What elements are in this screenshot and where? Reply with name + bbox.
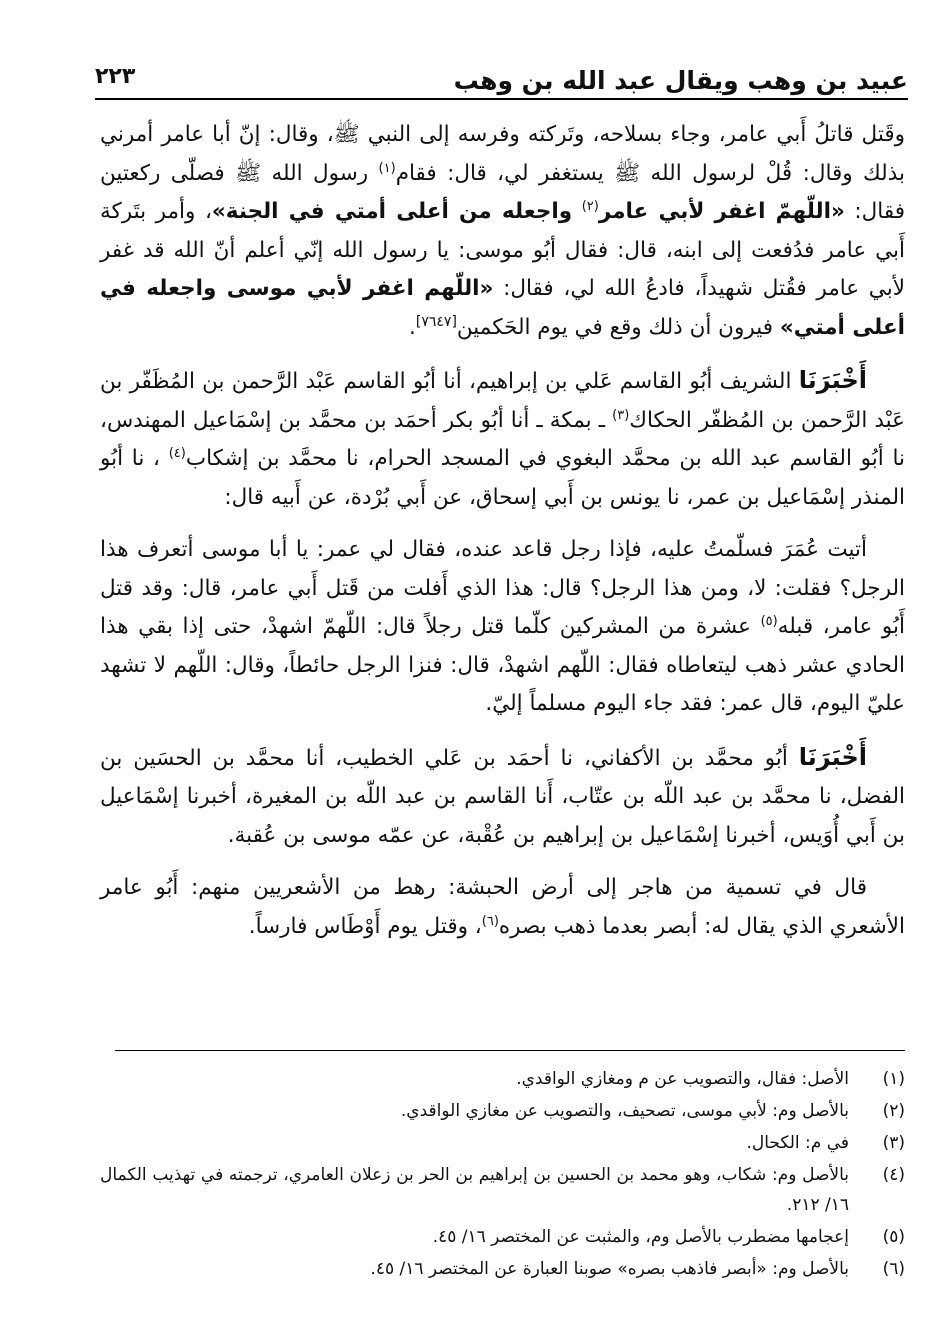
footnote-number: (٦) <box>882 1259 905 1279</box>
footnote-marker: (١) <box>378 160 396 176</box>
text-run: ، وقتل يوم أَوْطَاس فارساً. <box>248 913 482 939</box>
footnote-item <box>100 1254 905 1284</box>
text-run: وقَتل قاتلُ أَبي عامر، وجاء بسلاحه، وتَركته وفرسه إلى النبي ﷺ، وقال: إنّ أبا عامر أمرني بذلك وقال: قُلْ لرسول الله ﷺ يستغفر لي، قال: فقام <box>100 122 905 186</box>
footnote-item <box>100 1222 905 1252</box>
text-run: ، نا أبُو المنذر إسْمَاعيل بن عمر، نا يونس بن أَبي إسحاق، عن أَبي بُرْدة، عن أَبيه قال: <box>100 446 905 510</box>
text-run: . <box>409 314 416 340</box>
footnotes <box>100 1064 905 1286</box>
quoted-prayer: واجعله من أعلى أمتي في الجنة» <box>211 199 573 224</box>
footnote-marker: (٢) <box>581 198 599 214</box>
isnad-lead: أَخْبَرَنَا <box>798 742 867 771</box>
footnote-marker: (٦) <box>481 913 499 929</box>
footnote-text: الأصل: فقال، والتصويب عن م ومغازي الواقدي. <box>516 1069 849 1089</box>
text-run: رسول الله ﷺ فصلّى ركعتين فقال: <box>100 160 905 224</box>
footnote-marker: (٣) <box>612 407 630 423</box>
main-text <box>100 116 905 960</box>
footnote-text: بالأصل وم: لأبي موسى، تصحيف، والتصويب عن مغازي الواقدي. <box>400 1101 849 1121</box>
hadith-number: [٧٦٤٧] <box>415 313 457 330</box>
paragraph-5 <box>100 869 905 946</box>
footnote-item <box>100 1128 905 1158</box>
footnote-text: إعجامها مضطرب بالأصل وم، والمثبت عن المختصر ١٦/ ٤٥. <box>432 1227 849 1247</box>
page-header <box>95 58 908 100</box>
text-run: عشرة من المشركين كلّما قتل رجلاً قال: اللّهمّ اشهدْ، حتى إذا بقي هذا الحادي عشر ذهب ليتعاطاه فقال: اللّهم اشهدْ، قال: فنزا الرجل حائطاً، وقال: اللّهم لا تشهد عليّ اليوم، قال عمر: فقد جاء اليوم مسلماً إليّ. <box>100 614 905 716</box>
footnote-number: (٥) <box>882 1227 905 1247</box>
quoted-prayer: «اللّهم اغفر لأبي موسى واجعله في أعلى أمتي» <box>100 276 905 340</box>
footnote-number: (١) <box>882 1069 905 1089</box>
paragraph-2 <box>100 361 905 517</box>
footnote-item <box>100 1160 905 1220</box>
isnad-lead: أَخْبَرَنَا <box>798 366 867 394</box>
footnote-number: (٤) <box>882 1165 905 1185</box>
footnote-text: بالأصل وم: شكاب، وهو محمد بن الحسين بن إبراهيم بن الحر بن زعلان العامري، ترجمته في تهذيب الكمال ١٦/ ٢١٢. <box>100 1165 849 1215</box>
running-title: عبيد بن وهب ويقال عبد الله بن وهب <box>453 66 908 95</box>
footnote-text: في م: الكحال. <box>746 1133 849 1153</box>
footnote-marker: (٥) <box>760 613 778 629</box>
footnote-item <box>100 1096 905 1126</box>
footnote-item <box>100 1064 905 1094</box>
page-number: ٢٢٣ <box>95 64 136 89</box>
text-run: أتيت عُمَرَ فسلّمتُ عليه، فإذا رجل قاعد عنده، فقال لي عمر: يا أبا موسى أتعرف هذا الرجل؟ فقلت: لا، ومن هذا الرجل؟ قال: هذا الذي أَفلت من قَتل أَبي عامر، قال: وقد قتل أَبُو عامر، قبله <box>100 537 905 639</box>
footnote-number: (٢) <box>882 1101 905 1121</box>
text-run: أبُو محمَّد بن الأكفاني، نا أحمَد بن عَلي الخطيب، أنا محمَّد بن الحسَين بن الفضل، نا محمَّد بن عبد اللّه بن عتّاب، أَنا القاسم بن عبد اللّه بن المغيرة، أخبرنا إسْمَاعيل بن أَبي أُوَيس، أخبرنا إسْمَاعيل بن إبراهيم بن عُقْبة، عن عمّه موسى بن عُقبة. <box>100 745 905 848</box>
text-run: ـ بمكة ـ أنا أبُو بكر أحمَد بن محمَّد بن إسْمَاعيل المهندس، نا أبُو القاسم عبد الله بن محمَّد البغوي في المسجد الحرام، نا محمَّد بن إشكاب <box>100 407 905 471</box>
quoted-prayer: «اللّهمّ اغفر لأبي عامر <box>598 199 845 224</box>
paragraph-3 <box>100 531 905 724</box>
text-run: فيرون أن ذلك وقع في يوم الحَكمين <box>456 314 773 340</box>
footnote-number: (٣) <box>882 1133 905 1153</box>
footnote-text: بالأصل وم: «أبصر فاذهب بصره» صوبنا العبارة عن المختصر ١٦/ ٤٥. <box>370 1259 849 1279</box>
paragraph-1 <box>100 116 905 347</box>
text-run: الشريف أبُو القاسم عَلي بن إبراهيم، أنا أبُو القاسم عَبْد الرَّحمن بن المُظَفّر بن عَبْد الرَّحمن بن المُظفّر الحكاك <box>100 369 905 433</box>
paragraph-4 <box>100 738 905 856</box>
text-run: ، وأمر بتَركة أَبي عامر فدُفعت إلى ابنه، قال: فقال أبُو موسى: يا رسول الله إنّي أعلم أنّ الله قد غفر لأبي عامر فقُتل شهيداً، فادعُ الله لي، فقال: <box>100 199 905 301</box>
footnote-marker: (٤) <box>168 445 186 461</box>
footnote-divider <box>115 1050 905 1051</box>
text-run: قال في تسمية من هاجر إلى أرض الحبشة: رهط من الأشعريين منهم: أَبُو عامر الأشعري الذي يقال له: أبصر بعدما ذهب بصره <box>100 875 905 939</box>
